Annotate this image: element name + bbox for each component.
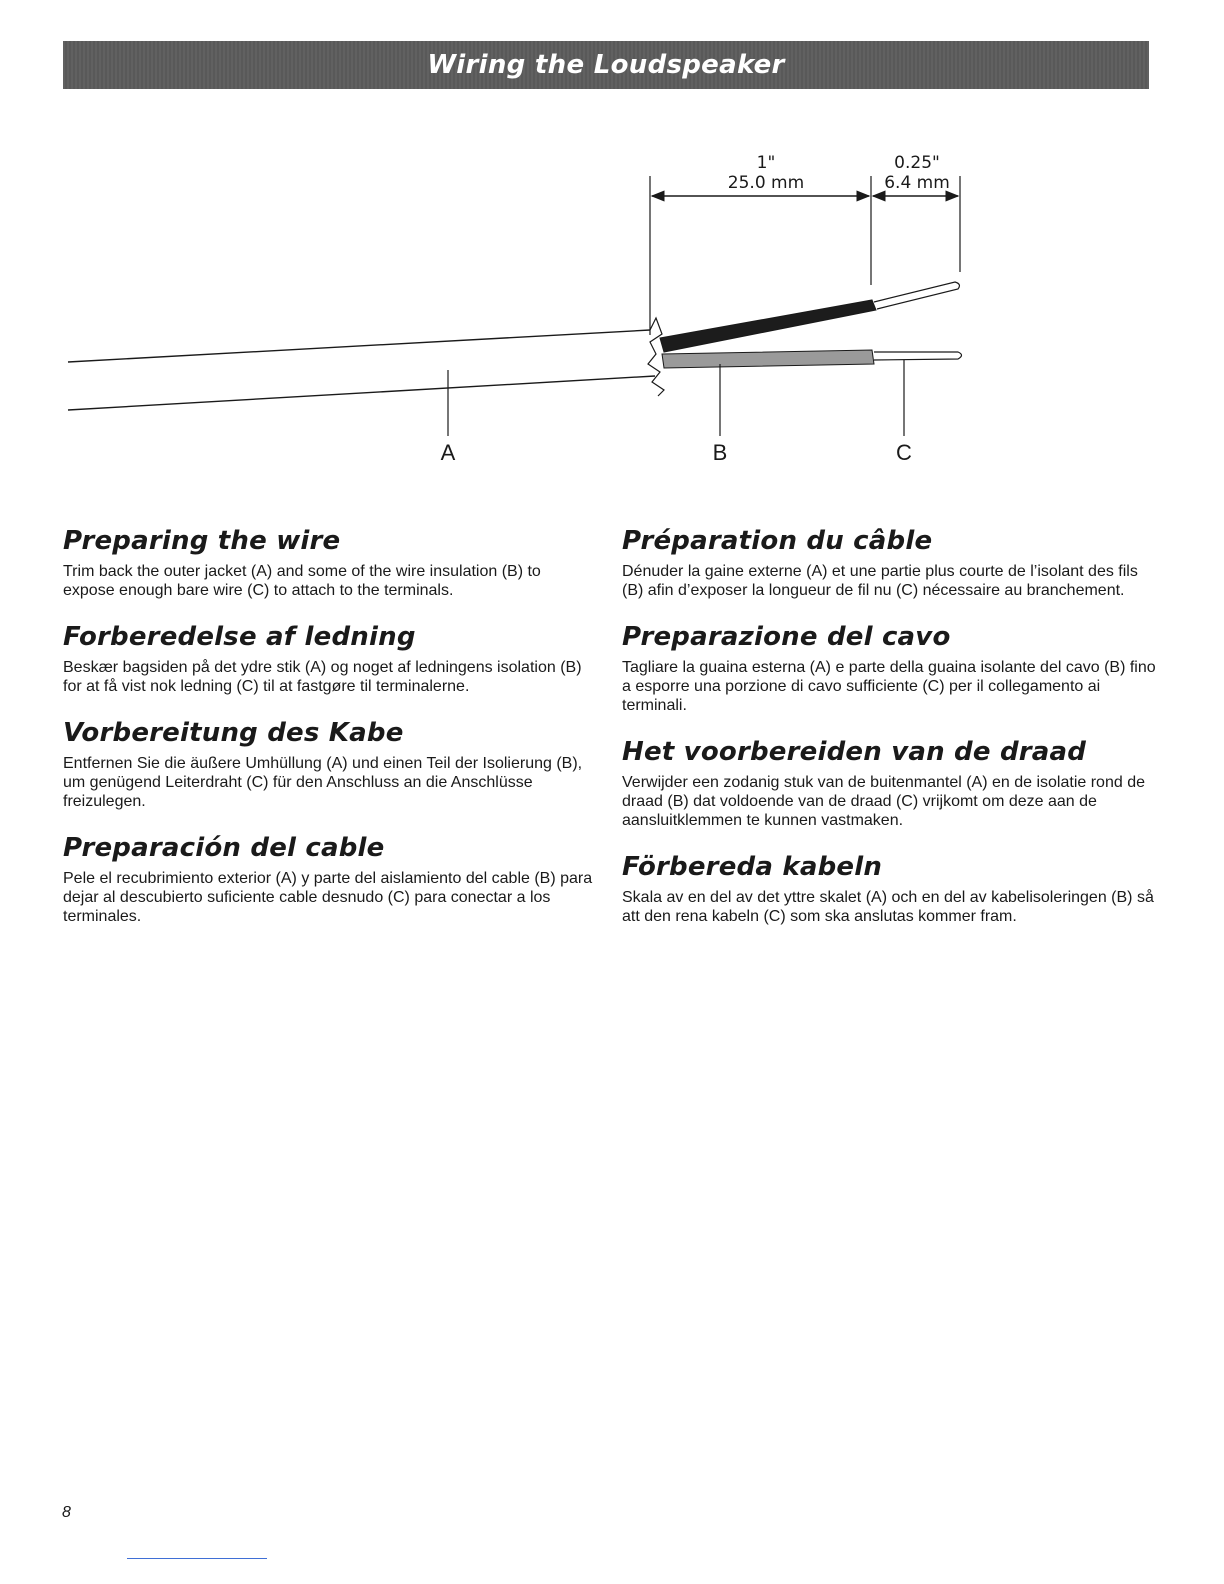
left-column xyxy=(63,526,593,948)
footer-rule xyxy=(127,1558,267,1559)
bare-wire-top xyxy=(874,282,959,309)
section-dutch xyxy=(622,737,1157,830)
gray-conductor-insulation xyxy=(662,350,874,368)
section-italian xyxy=(622,622,1157,715)
label-a: A xyxy=(440,440,456,465)
black-conductor-insulation xyxy=(660,300,876,352)
page-banner xyxy=(63,41,1149,89)
section-body: Verwijder een zodanig stuk van de buitenmantel (A) en de isolatie rond de draad (B) dat voldoende van de draad (C) vrijkomt om deze aan de aansluitklemmen te kunnen vastmaken. xyxy=(622,774,1145,829)
section-body: Pele el recubrimiento exterior (A) y parte del aislamiento del cable (B) para dejar al descubierto suficiente cable desnudo (C) para conectar a los terminales. xyxy=(63,870,593,925)
banner-title: Wiring the Loudspeaker xyxy=(427,50,785,80)
section-body: Beskær bagsiden på det ydre stik (A) og noget af ledningens isolation (B) for at få vist nok ledning (C) til at fastgøre til terminalerne. xyxy=(63,659,582,695)
bare-wire-bottom xyxy=(874,352,962,360)
section-body: Dénuder la gaine externe (A) et une partie plus courte de l’isolant des fils (B) afin d’exposer la longueur de fil nu (C) nécessaire au branchement. xyxy=(622,563,1138,599)
section-spanish xyxy=(63,833,593,926)
section-french xyxy=(622,526,1157,600)
section-body: Trim back the outer jacket (A) and some of the wire insulation (B) to expose enough bare wire (C) to attach to the terminals. xyxy=(63,563,541,599)
section-body: Skala av en del av det yttre skalet (A) och en del av kabelisoleringen (B) så att den rena kabeln (C) som ska anslutas kommer fram. xyxy=(622,889,1154,925)
dimension-2-mm: 6.4 mm xyxy=(884,173,950,193)
jacket-cut-edge xyxy=(648,318,664,396)
section-swedish xyxy=(622,852,1157,926)
outer-jacket-bottom-edge xyxy=(68,376,655,410)
wire-diagram-svg xyxy=(0,120,1224,480)
label-c: C xyxy=(896,440,912,465)
section-heading: Forberedelse af ledning xyxy=(63,622,416,652)
dimension-1-mm: 25.0 mm xyxy=(727,173,805,193)
section-heading: Het voorbereiden van de draad xyxy=(622,737,1087,767)
section-heading: Préparation du câble xyxy=(622,526,933,556)
section-heading: Preparación del cable xyxy=(63,833,385,863)
section-english xyxy=(63,526,593,600)
dimension-2-inches: 0.25" xyxy=(894,153,940,173)
dimension-1-inches: 1" xyxy=(756,153,776,173)
section-heading: Preparing the wire xyxy=(63,526,341,556)
right-column xyxy=(622,526,1157,948)
section-danish xyxy=(63,622,593,696)
section-body: Tagliare la guaina esterna (A) e parte della guaina isolante del cavo (B) fino a esporre una porzione di cavo sufficiente (C) per il collegamento ai terminali. xyxy=(622,659,1156,714)
section-heading: Preparazione del cavo xyxy=(622,622,951,652)
outer-jacket-top-edge xyxy=(68,330,650,362)
page-number: 8 xyxy=(62,1504,71,1521)
section-german xyxy=(63,718,593,811)
section-body: Entfernen Sie die äußere Umhüllung (A) und einen Teil der Isolierung (B), um genügend Leiterdraht (C) für den Anschluss an die Anschlüsse freizulegen. xyxy=(63,755,583,810)
wire-stripping-diagram xyxy=(0,120,1224,480)
label-b: B xyxy=(712,440,728,465)
section-heading: Förbereda kabeln xyxy=(622,852,883,882)
section-heading: Vorbereitung des Kabe xyxy=(63,718,404,748)
